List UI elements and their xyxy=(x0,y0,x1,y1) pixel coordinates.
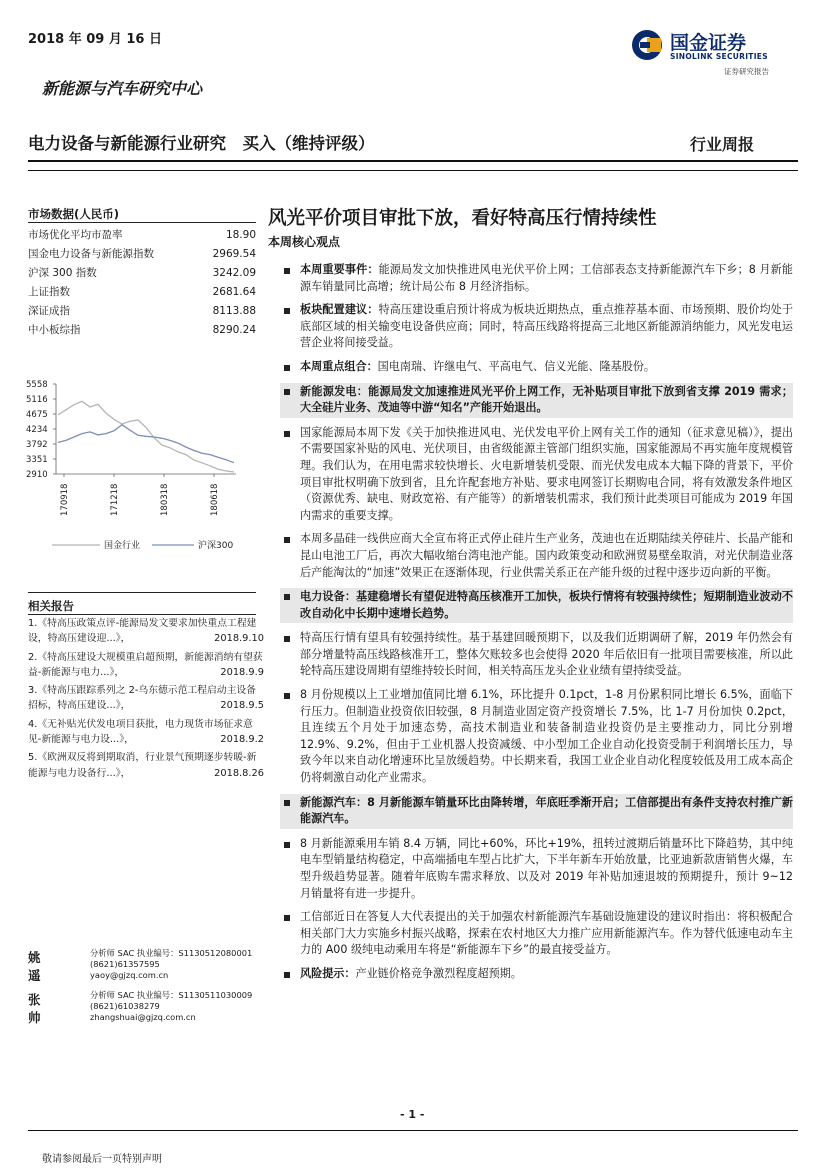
market-row: 中小板综指 8290.24 xyxy=(28,324,256,336)
bullet-paragraph: 8 月份规模以上工业增加值同比增 6.1%，环比提升 0.1pct，1-8 月份累积同比增长 6.5%，面临下行压力。但制造业投资依旧较强，8 月制造业固定资产投资增长 7.5%，比 1-7 月份加快 0.2pct，且连续五个月处于加速态势，高技术制造业和装备制造业投资仍是主要推动力，同比分别增 12.9%、9.2%，但由于工业机器人投资减缓、中小型加工企业自动化投资受制于利润增长压力，导致今年以来自动化增速环比呈放缓趋势。中长期来看，我国工业企业自动化程度较低及用工成本高企仍将刺激自动化产业需求。 xyxy=(280,687,793,787)
analyst-email[interactable]: yaoy@gjzq.com.cn xyxy=(90,970,169,980)
bullet-paragraph: 国家能源局本周下发《关于加快推进风电、光伏发电平价上网有关工作的通知（征求意见稿）》，提出不需要国家补贴的风电、光伏项目，由省级能源主管部门组织实施，国家能源局不再实施年度规模管理。我们认为，在用电需求较快增长、火电新增装机受限、而光伏发电成本大幅下降的背景下，平价项目审批权明确下放到省，且允许配套地方补贴、要求电网签订长期购电合同，将有效激发条件地区（资源优秀、缺电、财政宽裕、有产能等）的新增装机需求，我们预计此类项目可能成为 2019 年国内需求的重要支撑。 xyxy=(280,425,793,525)
related-report-item[interactable]: 4.《无补贴光伏发电项目获批，电力现货市场征求意见-新能源与电力设...》， 2018.9.2 xyxy=(28,718,264,746)
report-date: 2018 年 09 月 16 日 xyxy=(28,32,162,47)
bullet-paragraph: 8 月新能源乘用车销 8.4 万辆，同比+60%，环比+19%，扭转过渡期后销量环比下降趋势，其中纯电车型销量结构稳定，中高端插电车型占比扩大，下半年新车开始放量，比亚迪新款唐销售火爆，车型升级趋势显著。随着年底购车需求释放、以及对 2019 年补贴加速退坡的预期提升，预计 9~12 月销量将有进一步提升。 xyxy=(280,836,793,902)
series-line-沪深300 xyxy=(58,425,234,463)
y-tick-label: 5116 xyxy=(26,395,48,405)
x-tick-label: 170918 xyxy=(60,483,70,516)
analyst-info: 分析师 SAC 执业编号：S1130512080001 (8621)61357595 yaoy@gjzq.com.cn xyxy=(90,948,253,980)
footer-disclaimer: 敬请参阅最后一页特别声明 xyxy=(42,1154,162,1165)
logo xyxy=(630,22,790,82)
analyst-email[interactable]: zhangshuai@gjzq.com.cn xyxy=(90,1012,196,1022)
core-views-title: 本周核心观点 xyxy=(268,235,341,249)
main-title: 风光平价项目审批下放，看好特高压行情持续性 xyxy=(268,208,657,229)
y-tick-label: 3351 xyxy=(26,455,48,465)
y-tick-label: 3792 xyxy=(26,440,48,450)
market-row: 深证成指 8113.88 xyxy=(28,305,256,317)
analyst-info: 分析师 SAC 执业编号：S1130511030009 (8621)61038279 zhangshuai@gjzq.com.cn xyxy=(90,990,253,1022)
related-title-rule xyxy=(28,614,256,615)
research-center: 新能源与汽车研究中心 xyxy=(42,79,203,98)
bullet-paragraph: 特高压行情有望具有较强持续性。基于基建回暖预期下，以及我们近期调研了解，2019 年仍然会有部分增量特高压线路核准开工，整体欠账较多也会使得 2020 年后依旧有一批项目需要核准，所以此轮特高压建设周期有望维持较长时间，相关特高压龙头企业业绩有望持续受益。 xyxy=(280,630,793,680)
header-rule-thick xyxy=(28,160,798,162)
market-row: 上证指数 2681.64 xyxy=(28,286,256,298)
footer-rule xyxy=(28,1130,798,1131)
header-rule-thin xyxy=(28,170,798,171)
market-data-table xyxy=(28,226,256,340)
market-title-rule xyxy=(28,222,256,223)
market-row: 沪深 300 指数 3242.09 xyxy=(28,267,256,279)
related-rule xyxy=(28,592,256,593)
related-reports-title: 相关报告 xyxy=(28,599,74,613)
bullet-paragraph: 工信部近日在答复人大代表提出的关于加强农村新能源汽车基础设施建设的建议时指出：将积极配合相关部门大力实施乡村振兴战略，探索在农村地区大力推广应用新能源汽车。作为替代低速电动车主力的 A00 级纯电动乘用车将是“新能源车下乡”的最直接受益方。 xyxy=(280,909,793,959)
report-header-title: 电力设备与新能源行业研究 买入（维持评级） xyxy=(28,134,375,153)
related-report-item[interactable]: 5.《欧洲双反将到期取消，行业景气预期逐步转暖-新能源与电力设备行...》， 2018.8.26 xyxy=(28,752,264,779)
related-report-item[interactable]: 2.《特高压建设大规模重启超预期，新能源消纳有望获益-新能源与电力...》， 2018.9.9 xyxy=(28,651,264,678)
market-row: 国金电力设备与新能源指数 2969.54 xyxy=(28,248,256,260)
y-tick-label: 2910 xyxy=(26,470,48,480)
bullet-paragraph: 本周重点组合：国电南瑞、许继电气、平高电气、信义光能、隆基股份。 xyxy=(280,359,793,376)
main-body xyxy=(280,262,793,990)
page-number: - 1 - xyxy=(400,1108,425,1121)
related-report-item[interactable]: 1.《特高压政策点评-能源局发文要求加快重点工程建设，特高压建设迎...》， 2018.9.10 xyxy=(28,618,264,645)
x-tick-label: 171218 xyxy=(110,483,120,516)
y-tick-label: 5558 xyxy=(26,380,48,390)
bullet-paragraph: 本周多晶硅一线供应商大全宣布将正式停止硅片生产业务，茂迪也在近期陆续关停硅片、长晶产能和昆山电池工厂后，再次大幅收缩台湾电池产能。国内政策变动和欧洲贸易壁垒取消，对光伏制造业落后产能淘汰的“加速”效果正在逐渐体现，行业供需关系正在产能升级的过程中逐步迈向新的平衡。 xyxy=(280,531,793,581)
y-tick-label: 4675 xyxy=(26,410,48,420)
related-report-item[interactable]: 3.《特高压跟踪系列之 2-乌东德示范工程启动主设备招标，特高压建设...》， 2018.9.5 xyxy=(28,685,264,712)
logo-cn-text: 国金证券 xyxy=(670,32,747,54)
market-data-title: 市场数据(人民币) xyxy=(28,207,120,221)
section-heading: 新能源发电：能源局发文加速推进风光平价上网工作，无补贴项目审批下放到省支撑 2019 需求；大全硅片业务、茂迪等中游“知名”产能开始退出。 xyxy=(280,383,793,418)
x-tick-label: 180618 xyxy=(210,483,220,516)
report-type: 行业周报 xyxy=(690,135,755,154)
market-row: 市场优化平均市盈率 18.90 xyxy=(28,229,256,241)
risk-paragraph: 风险提示：产业链价格竞争激烈程度超预期。 xyxy=(280,966,793,983)
related-reports-list xyxy=(28,616,264,784)
logo-mark-icon xyxy=(630,28,664,62)
x-tick-label: 180318 xyxy=(160,483,170,516)
logo-en-text: SINOLINK SECURITIES xyxy=(670,52,768,61)
section-heading: 新能源汽车：8 月新能源车销量环比由降转增，年底旺季渐开启；工信部提出有条件支持农村推广新能源汽车。 xyxy=(280,794,793,829)
bullet-paragraph: 板块配置建议：特高压建设重启预计将成为板块近期热点，重点推荐基本面、市场预期、股价均处于底部区域的相关输变电设备供应商；同时，特高压线路将提高三北地区新能源消纳能力，风光发电运营企业将间接受益。 xyxy=(280,302,793,352)
y-tick-label: 4234 xyxy=(26,425,48,435)
index-line-chart xyxy=(22,372,262,562)
legend-label: 沪深300 xyxy=(198,541,234,551)
section-heading: 电力设备：基建稳增长有望促进特高压核准开工加快，板块行情将有较强持续性；短期制造业波动不改自动化中长期中速增长趋势。 xyxy=(280,588,793,623)
logo-sub-text: 证券研究报告 xyxy=(724,67,769,76)
bullet-paragraph: 本周重要事件：能源局发文加快推进风电光伏平价上网；工信部表态支持新能源汽车下乡；8 月新能源车销量同比高增；统计局公布 8 月经济指标。 xyxy=(280,262,793,295)
analyst-name: 姚遥 xyxy=(28,950,41,983)
analyst-name: 张帅 xyxy=(28,992,41,1025)
legend-label: 国金行业 xyxy=(104,541,141,551)
